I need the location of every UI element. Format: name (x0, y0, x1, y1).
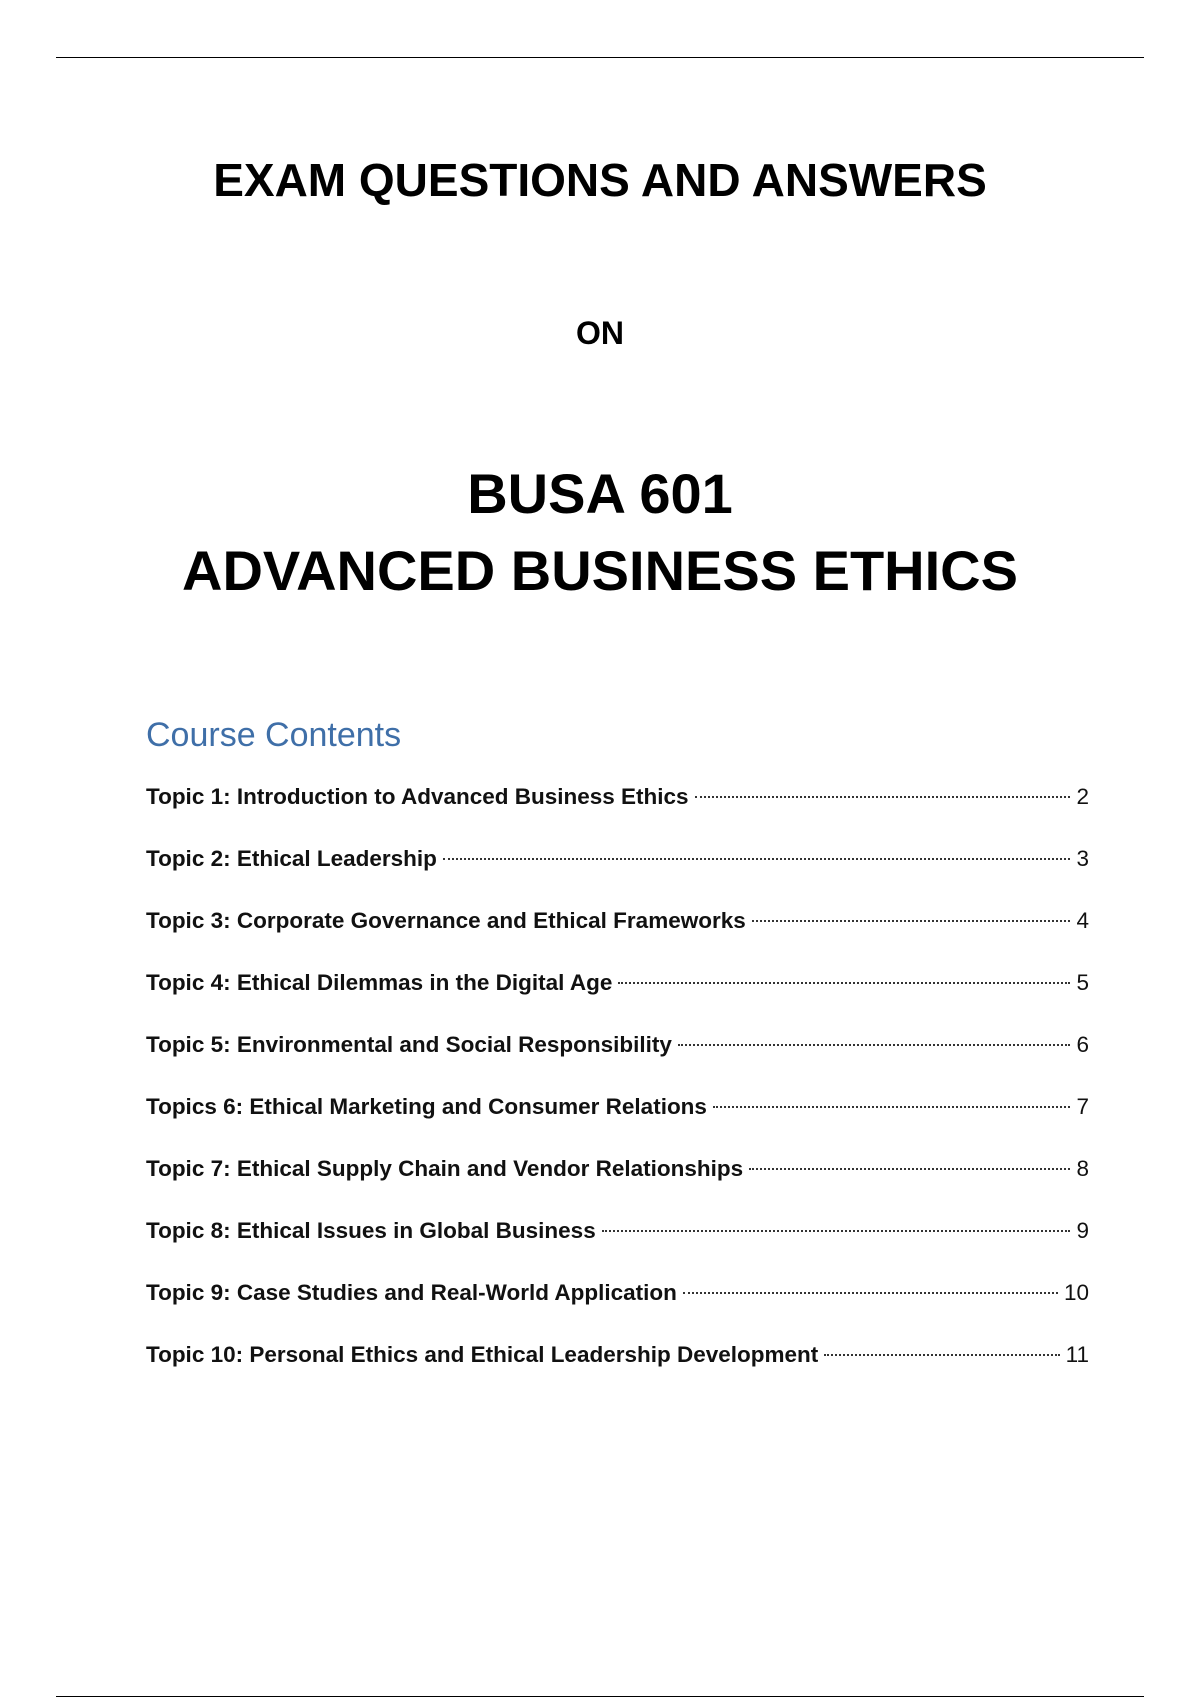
course-code: BUSA 601 (467, 462, 733, 525)
document-subtitle-on: ON (576, 315, 624, 351)
toc-entry[interactable] (146, 966, 1089, 1028)
toc-entry-title: Topic 7: Ethical Supply Chain and Vendor Relationships (146, 1156, 744, 1181)
course-name: ADVANCED BUSINESS ETHICS (182, 539, 1018, 602)
toc-entry-title: Topic 4: Ethical Dilemmas in the Digital Age (146, 970, 613, 995)
toc-entry[interactable] (146, 1090, 1089, 1152)
toc-entry-title: Topic 3: Corporate Governance and Ethical Frameworks (146, 908, 746, 933)
toc-entry-page: 3 (1076, 846, 1089, 871)
toc-dot-leader (749, 1168, 1070, 1170)
toc-dot-leader (443, 858, 1071, 860)
footer-rule (56, 1696, 1144, 1697)
toc-entry[interactable] (146, 780, 1089, 842)
toc-entry-page: 2 (1076, 784, 1089, 809)
toc-entry-title: Topic 2: Ethical Leadership (146, 846, 437, 871)
toc-dot-leader (683, 1292, 1058, 1294)
toc-entry[interactable] (146, 904, 1089, 966)
toc-dot-leader (713, 1106, 1071, 1108)
toc-entry[interactable] (146, 842, 1089, 904)
toc-entry-title: Topic 9: Case Studies and Real-World Application (146, 1280, 677, 1305)
toc-entry-page: 11 (1065, 1342, 1089, 1367)
toc-dot-leader (695, 796, 1071, 798)
toc-entry-page: 8 (1076, 1156, 1089, 1181)
toc-entry-page: 10 (1063, 1280, 1089, 1305)
toc-entry-title: Topics 6: Ethical Marketing and Consumer Relations (146, 1094, 707, 1119)
toc-entry-page: 7 (1076, 1094, 1089, 1119)
table-of-contents (146, 780, 1089, 1400)
toc-entry[interactable] (146, 1338, 1089, 1400)
toc-entry-page: 6 (1076, 1032, 1089, 1057)
toc-entry[interactable] (146, 1152, 1089, 1214)
toc-entry[interactable] (146, 1276, 1089, 1338)
toc-entry[interactable] (146, 1028, 1089, 1090)
toc-entry-title: Topic 5: Environmental and Social Responsibility (146, 1032, 672, 1057)
toc-entry[interactable] (146, 1214, 1089, 1276)
toc-dot-leader (602, 1230, 1071, 1232)
toc-dot-leader (618, 982, 1070, 984)
toc-dot-leader (824, 1354, 1059, 1356)
toc-heading: Course Contents (146, 716, 402, 754)
toc-dot-leader (678, 1044, 1071, 1046)
document-title: EXAM QUESTIONS AND ANSWERS (213, 154, 987, 206)
toc-entry-page: 9 (1076, 1218, 1089, 1243)
header-rule (56, 57, 1144, 58)
toc-entry-page: 4 (1076, 908, 1089, 933)
toc-entry-title: Topic 10: Personal Ethics and Ethical Leadership Development (146, 1342, 819, 1367)
toc-entry-title: Topic 8: Ethical Issues in Global Business (146, 1218, 596, 1243)
toc-dot-leader (752, 920, 1071, 922)
toc-entry-page: 5 (1076, 970, 1089, 995)
toc-entry-title: Topic 1: Introduction to Advanced Business Ethics (146, 784, 689, 809)
